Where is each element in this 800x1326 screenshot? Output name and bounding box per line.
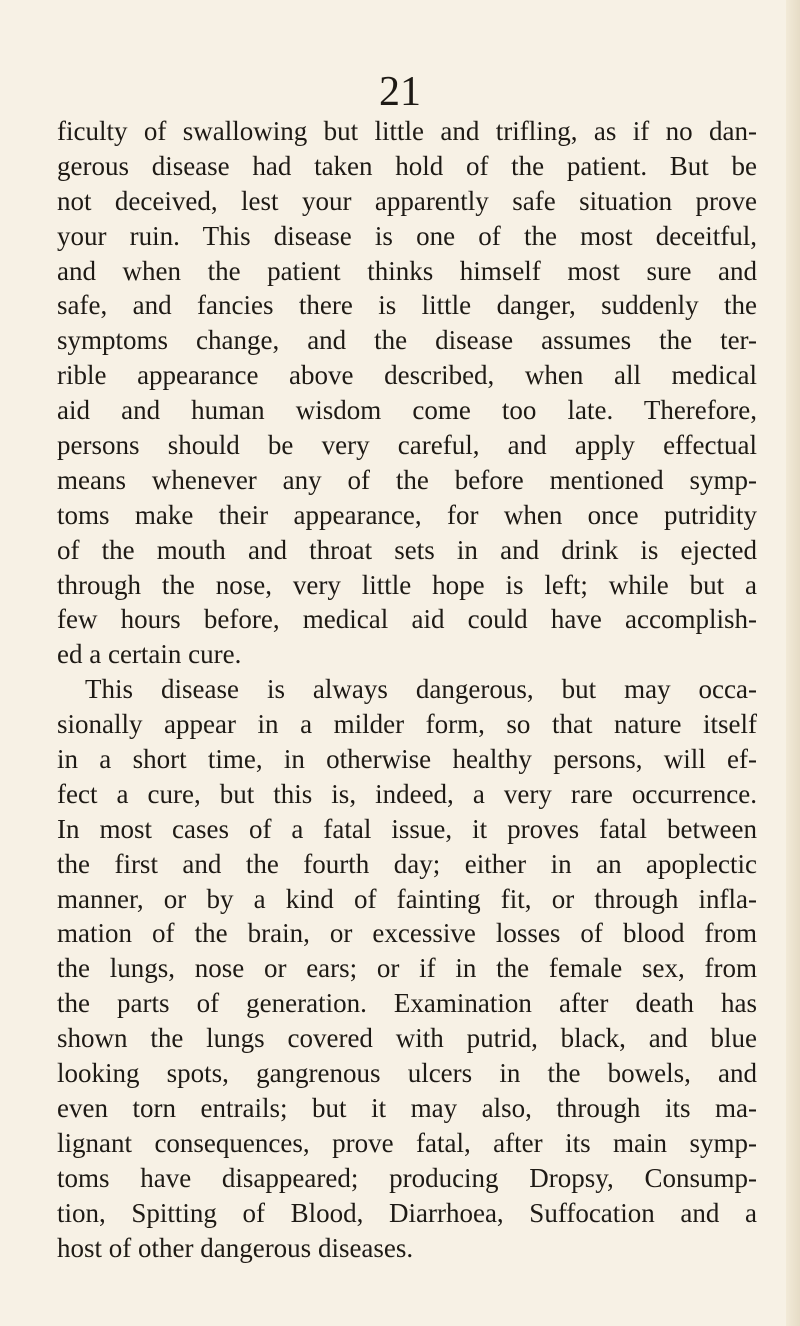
text-line: ficulty of swallowing but little and trifling, as if no dan- [57, 116, 757, 146]
text-line: the first and the fourth day; either in an apoplectic [57, 848, 757, 879]
text-line: and when the patient thinks himself most sure and [57, 255, 757, 286]
text-line: not deceived, lest your apparently safe situation prove [57, 185, 757, 216]
text-line: safe, and fancies there is little danger, suddenly the [57, 290, 757, 321]
paragraph-end-line: host of other dangerous diseases. [57, 1232, 414, 1263]
text-line: through the nose, very little hope is left; while but a [57, 569, 757, 600]
text-line: gerous disease had taken hold of the patient. But be [57, 150, 757, 181]
text-line: fect a cure, but this is, indeed, a very rare occurrence. [57, 778, 757, 809]
text-line: In most cases of a fatal issue, it proves fatal between [57, 813, 757, 844]
text-line: even torn entrails; but it may also, through its ma- [57, 1092, 757, 1123]
paragraph-end-line: ed a certain cure. [57, 639, 242, 670]
text-line: sionally appear in a milder form, so that nature itself [57, 709, 757, 740]
text-line: rible appearance above described, when all medical [57, 360, 757, 391]
text-line: symptoms change, and the disease assumes the ter- [57, 325, 757, 356]
text-line: manner, or by a kind of fainting fit, or through infla- [57, 883, 757, 914]
text-line: aid and human wisdom come too late. Therefore, [57, 395, 757, 426]
text-line: shown the lungs covered with putrid, black, and blue [57, 1023, 757, 1054]
body-text [57, 114, 757, 1265]
text-line: few hours before, medical aid could have accomplish- [57, 604, 757, 635]
text-line: the parts of generation. Examination after death has [57, 988, 757, 1019]
paragraph-start-line: This disease is always dangerous, but may occa- [85, 674, 757, 705]
text-line: lignant consequences, prove fatal, after its main symp- [57, 1127, 757, 1158]
text-line: your ruin. This disease is one of the most deceitful, [57, 220, 757, 251]
text-line: means whenever any of the before mentioned symp- [57, 464, 757, 495]
text-line: in a short time, in otherwise healthy persons, will ef- [57, 744, 757, 775]
text-line: tion, Spitting of Blood, Diarrhoea, Suffocation and a [57, 1197, 757, 1228]
text-line: looking spots, gangrenous ulcers in the bowels, and [57, 1058, 757, 1089]
text-line: toms have disappeared; producing Dropsy, Consump- [57, 1162, 757, 1193]
text-line: of the mouth and throat sets in and drink is ejected [57, 534, 757, 565]
text-line: persons should be very careful, and apply effectual [57, 430, 757, 461]
page-number: 21 [379, 69, 421, 115]
text-line: toms make their appearance, for when once putridity [57, 499, 757, 530]
text-line: the lungs, nose or ears; or if in the female sex, from [57, 953, 757, 984]
page-edge [786, 0, 800, 1326]
text-line: mation of the brain, or excessive losses of blood from [57, 918, 757, 949]
